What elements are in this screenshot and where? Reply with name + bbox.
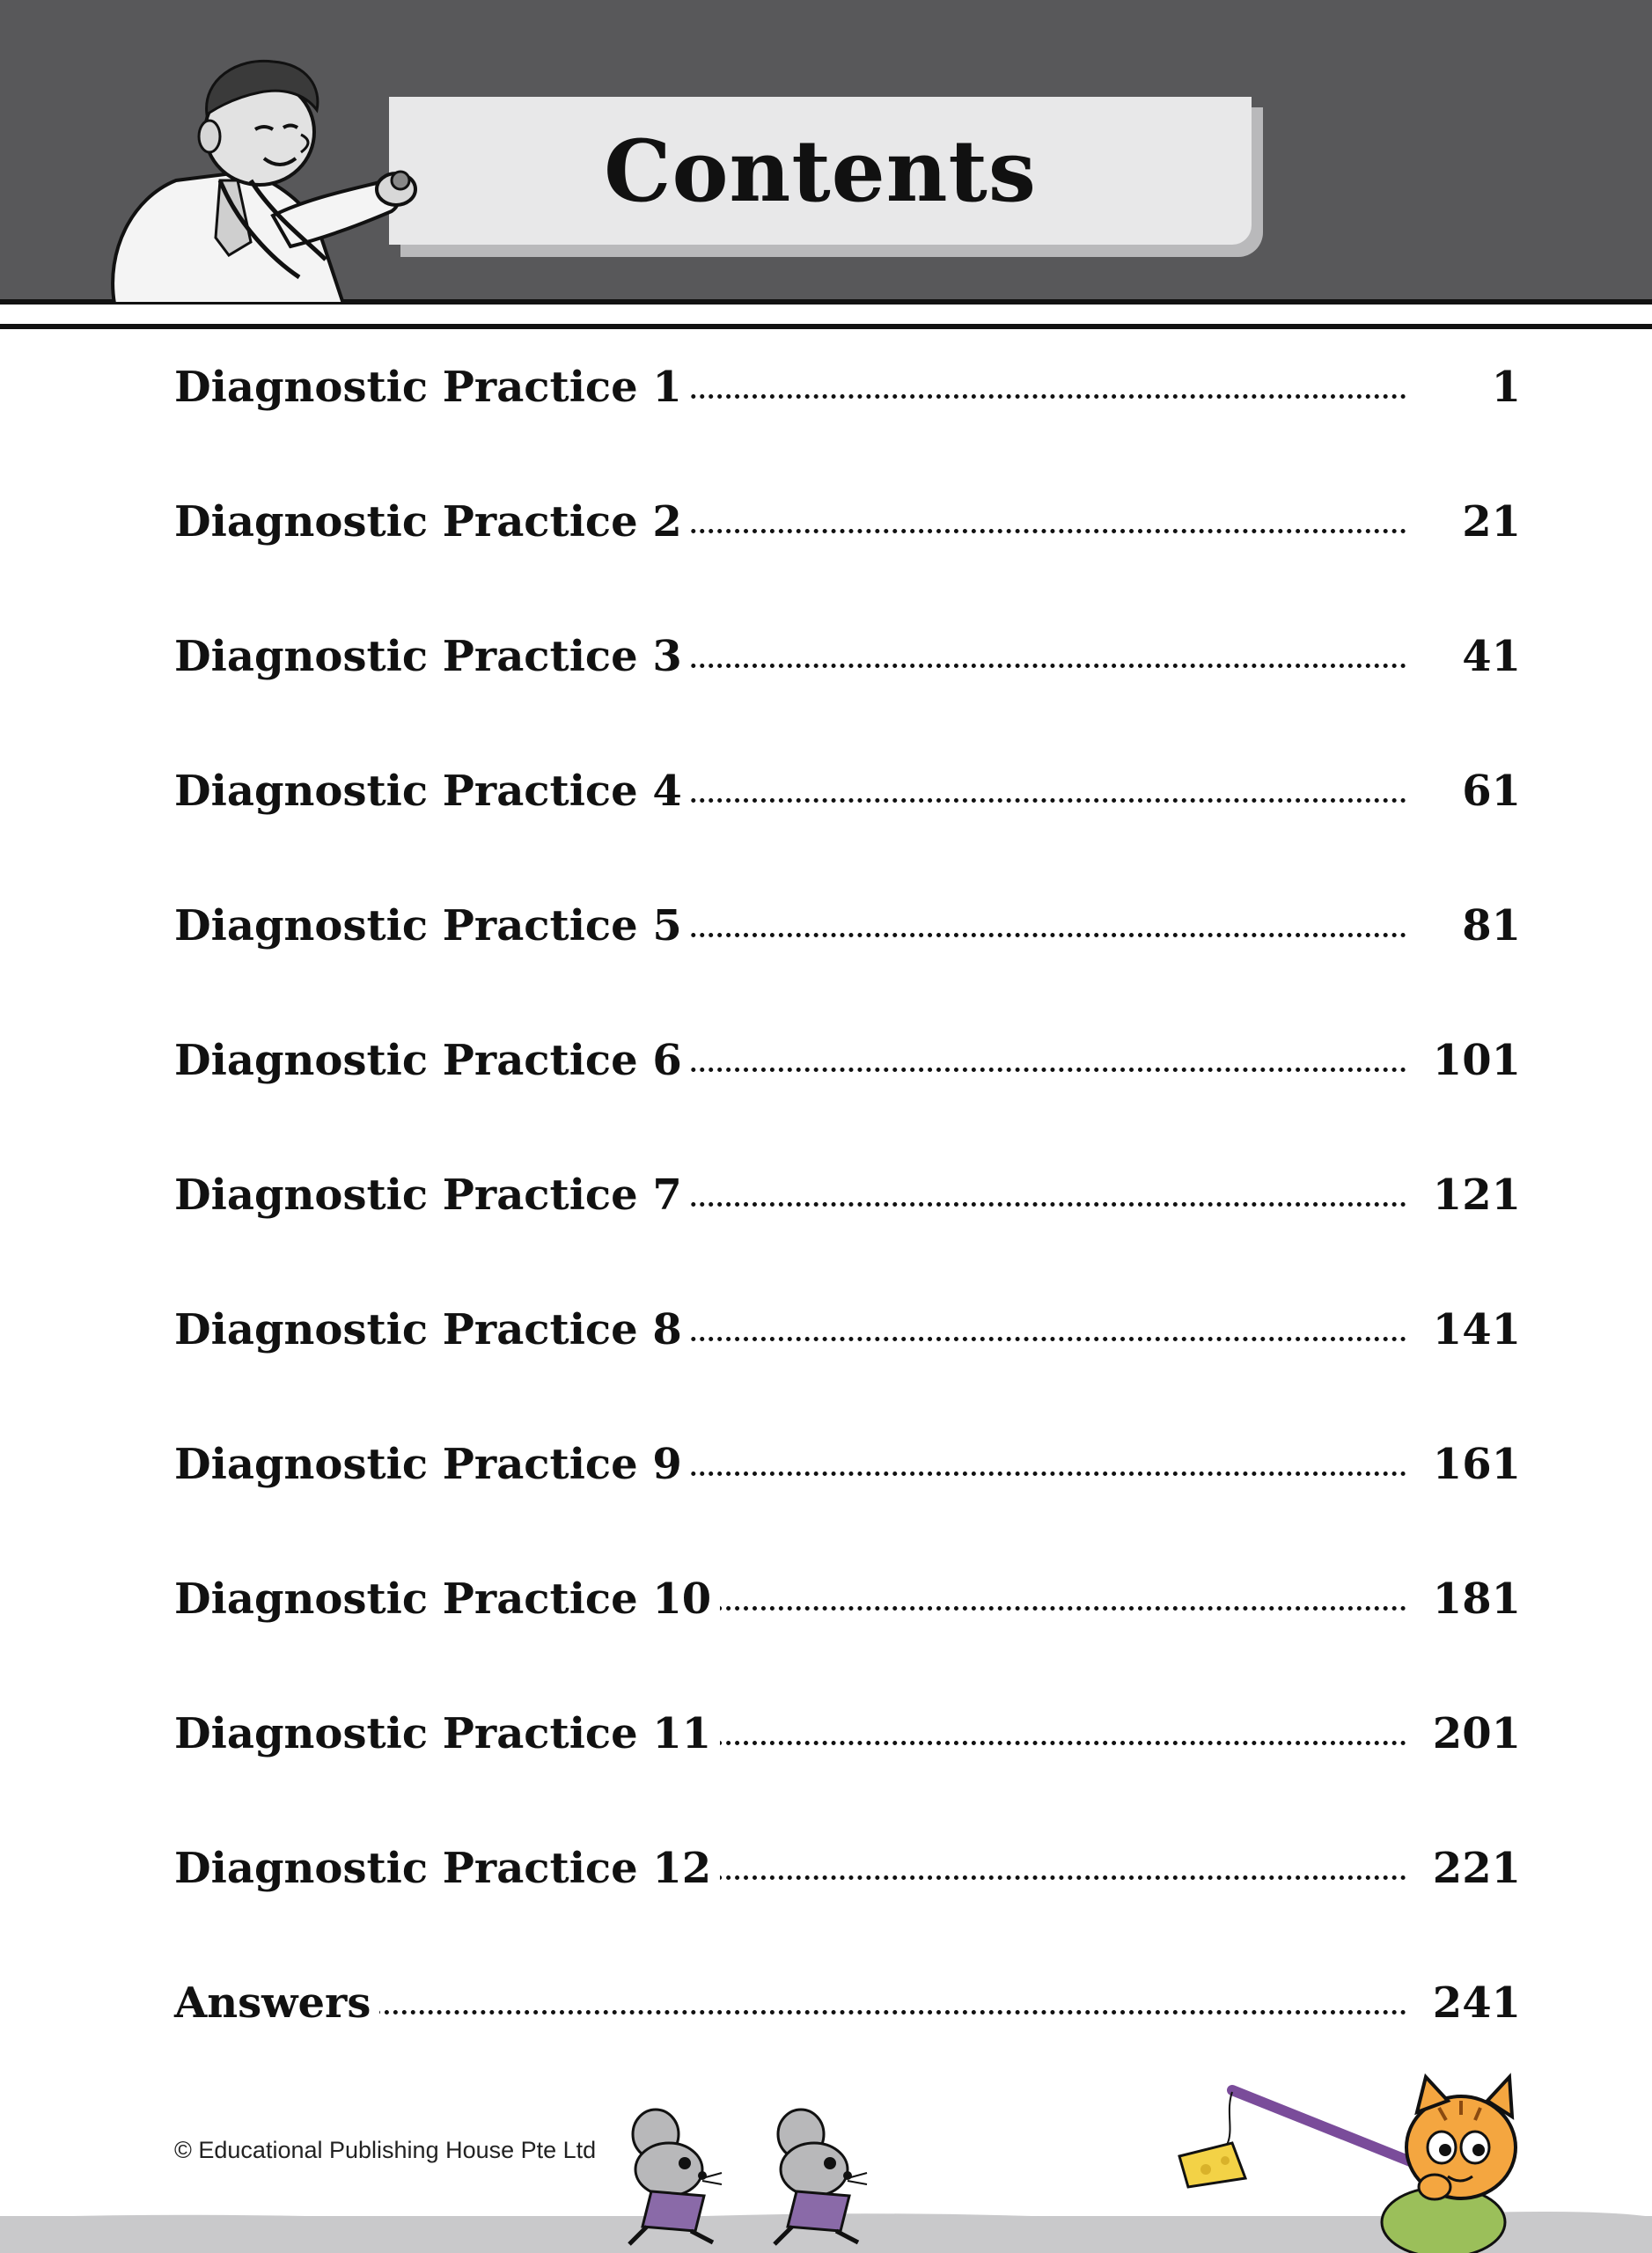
- toc-entry-page: 81: [1406, 891, 1521, 961]
- page-title: Contents: [604, 121, 1037, 221]
- toc-entry[interactable]: [174, 621, 1521, 692]
- toc-entry-page: 21: [1406, 487, 1521, 557]
- toc-entry-label: Diagnostic Practice 2: [174, 487, 691, 557]
- toc-entry-label: Diagnostic Practice 3: [174, 621, 691, 692]
- copyright-notice: © Educational Publishing House Pte Ltd: [174, 2137, 597, 2163]
- toc-entry-page: 121: [1406, 1160, 1521, 1230]
- toc-entry-page: 221: [1406, 1833, 1521, 1904]
- toc-entry[interactable]: [174, 1295, 1521, 1365]
- toc-entry[interactable]: [174, 1833, 1521, 1904]
- toc-entry-label: Diagnostic Practice 11: [174, 1699, 720, 1769]
- toc-entry[interactable]: [174, 1429, 1521, 1500]
- toc-entry[interactable]: [174, 352, 1521, 422]
- toc-entry-page: 241: [1406, 1968, 1521, 2038]
- toc-entry-label: Diagnostic Practice 7: [174, 1160, 691, 1230]
- doctor-illustration: [97, 48, 431, 304]
- toc-entry[interactable]: [174, 1160, 1521, 1230]
- toc-entry-label: Diagnostic Practice 4: [174, 756, 691, 826]
- toc-entry-page: 41: [1406, 621, 1521, 692]
- toc-entry[interactable]: [174, 1699, 1521, 1769]
- toc-entry-label: Diagnostic Practice 8: [174, 1295, 691, 1365]
- toc-entry-label: Diagnostic Practice 5: [174, 891, 691, 961]
- cat-with-cheese-illustration: [1162, 2073, 1531, 2253]
- toc-entry-page: 1: [1406, 352, 1521, 422]
- toc-entry-label: Diagnostic Practice 10: [174, 1564, 720, 1634]
- running-mice-illustration: [616, 2095, 933, 2253]
- toc-entry[interactable]: [174, 1968, 1521, 2038]
- toc-entry-page: 201: [1406, 1699, 1521, 1769]
- toc-entry-label: Diagnostic Practice 1: [174, 352, 691, 422]
- toc-entry[interactable]: [174, 1564, 1521, 1634]
- toc-entry[interactable]: [174, 487, 1521, 557]
- header-rule: [0, 324, 1652, 329]
- toc-entry-label: Diagnostic Practice 9: [174, 1429, 691, 1500]
- toc-entry-page: 161: [1406, 1429, 1521, 1500]
- toc-entry[interactable]: [174, 891, 1521, 961]
- toc-entry[interactable]: [174, 756, 1521, 826]
- toc-entry-label: Answers: [174, 1968, 379, 2038]
- toc-entry-page: 101: [1406, 1025, 1521, 1096]
- toc-entry[interactable]: [174, 1025, 1521, 1096]
- toc-entry-label: Diagnostic Practice 6: [174, 1025, 691, 1096]
- toc-entry-label: Diagnostic Practice 12: [174, 1833, 720, 1904]
- toc-entry-page: 181: [1406, 1564, 1521, 1634]
- toc-entry-page: 61: [1406, 756, 1521, 826]
- toc-entry-page: 141: [1406, 1295, 1521, 1365]
